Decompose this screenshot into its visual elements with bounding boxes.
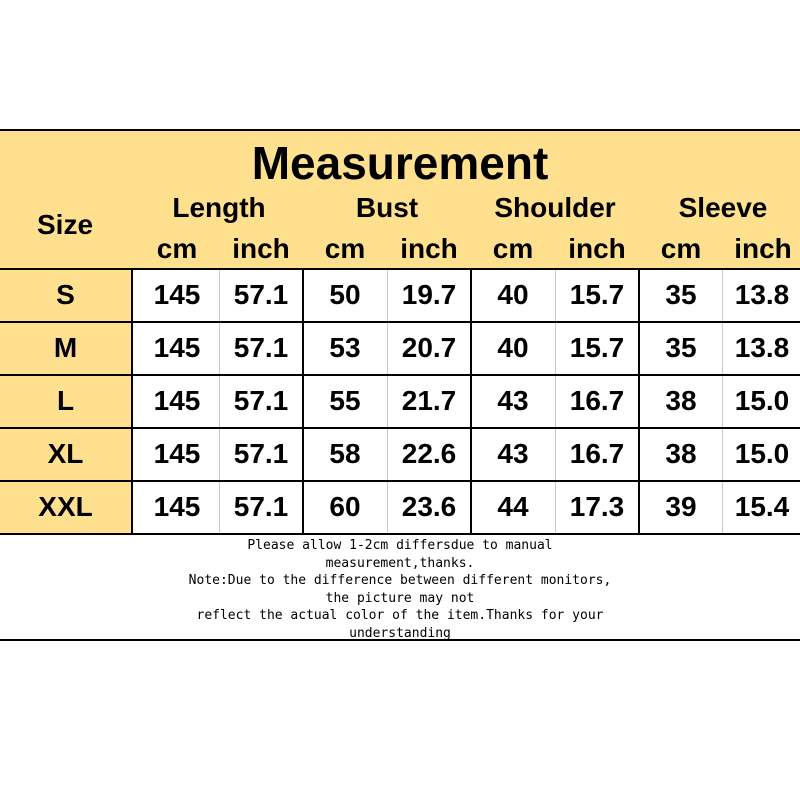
bust-inch-cell: 23.6 <box>401 491 457 522</box>
shoulder-cm-cell: 40 <box>497 279 529 310</box>
size-cell: XL <box>0 429 133 480</box>
shoulder-inch-cell: 15.7 <box>569 332 625 363</box>
length-cm-cell: 145 <box>153 332 201 363</box>
column-divider <box>555 482 556 533</box>
note-line: the picture may not <box>325 590 475 606</box>
table-row <box>0 480 800 535</box>
length-inch-cell: 57.1 <box>233 332 289 363</box>
shoulder-inch-cell: 16.7 <box>569 438 625 469</box>
bust-inch-unit: inch <box>400 233 458 264</box>
shoulder-cm-cell: 43 <box>497 385 529 416</box>
bust-inch-cell: 22.6 <box>401 438 457 469</box>
shoulder-cm-cell: 43 <box>497 438 529 469</box>
column-divider <box>387 323 388 374</box>
bust-cm-cell: 50 <box>329 279 361 310</box>
length-cm-cell: 145 <box>153 438 201 469</box>
column-divider <box>219 376 220 427</box>
bust-inch-cell: 19.7 <box>401 279 457 310</box>
sleeve-cm-cell: 35 <box>665 279 697 310</box>
disclaimer-note <box>130 537 670 643</box>
size-column-header: Size <box>36 209 94 240</box>
group-divider <box>638 270 640 321</box>
column-divider <box>722 270 723 321</box>
sleeve-inch-cell: 15.4 <box>734 491 790 522</box>
column-divider <box>555 323 556 374</box>
column-divider <box>219 323 220 374</box>
chart-header <box>0 131 800 268</box>
shoulder-cm-cell: 40 <box>497 332 529 363</box>
note-line: Note:Due to the difference between different monitors, <box>188 573 612 589</box>
length-cm-cell: 145 <box>153 491 201 522</box>
table-row <box>0 427 800 480</box>
group-divider <box>470 323 472 374</box>
group-divider <box>638 376 640 427</box>
sleeve-inch-cell: 13.8 <box>734 332 790 363</box>
size-cell: S <box>0 270 133 321</box>
column-divider <box>387 270 388 321</box>
shoulder-inch-cell: 15.7 <box>569 279 625 310</box>
sleeve-inch-cell: 13.8 <box>734 279 790 310</box>
size-cell: XXL <box>0 482 133 533</box>
column-divider <box>219 482 220 533</box>
sleeve-cm-cell: 38 <box>665 385 697 416</box>
note-line: measurement,thanks. <box>325 555 475 571</box>
column-divider <box>722 323 723 374</box>
column-divider <box>722 429 723 480</box>
length-cm-cell: 145 <box>153 385 201 416</box>
bust-cm-cell: 55 <box>329 385 361 416</box>
sleeve-inch-cell: 15.0 <box>734 438 790 469</box>
length-header: Length <box>172 192 266 223</box>
bust-cm-cell: 58 <box>329 438 361 469</box>
size-chart <box>0 129 800 641</box>
sleeve-cm-cell: 39 <box>665 491 697 522</box>
table-row <box>0 374 800 427</box>
size-table-body <box>0 268 800 534</box>
note-line: Please allow 1-2cm differsdue to manual <box>247 538 553 553</box>
size-cell: M <box>0 323 133 374</box>
shoulder-cm-unit: cm <box>492 233 534 264</box>
group-divider <box>302 429 304 480</box>
chart-title: Measurement <box>251 137 549 189</box>
length-inch-cell: 57.1 <box>233 438 289 469</box>
column-divider <box>387 482 388 533</box>
group-divider <box>638 482 640 533</box>
length-inch-cell: 57.1 <box>233 385 289 416</box>
group-divider <box>470 429 472 480</box>
column-divider <box>555 270 556 321</box>
shoulder-inch-cell: 16.7 <box>569 385 625 416</box>
column-divider <box>722 482 723 533</box>
column-divider <box>219 270 220 321</box>
group-divider <box>638 323 640 374</box>
length-cm-cell: 145 <box>153 279 201 310</box>
shoulder-cm-cell: 44 <box>497 491 529 522</box>
column-divider <box>219 429 220 480</box>
sleeve-inch-unit: inch <box>734 233 792 264</box>
length-cm-unit: cm <box>156 233 198 264</box>
group-divider <box>302 323 304 374</box>
length-inch-unit: inch <box>232 233 290 264</box>
sleeve-inch-cell: 15.0 <box>734 385 790 416</box>
bust-inch-cell: 20.7 <box>401 332 457 363</box>
column-divider <box>555 429 556 480</box>
size-cell: L <box>0 376 133 427</box>
shoulder-inch-unit: inch <box>568 233 626 264</box>
sleeve-cm-cell: 35 <box>665 332 697 363</box>
bust-header: Bust <box>355 192 419 223</box>
group-divider <box>302 376 304 427</box>
column-divider <box>555 376 556 427</box>
bust-cm-cell: 60 <box>329 491 361 522</box>
shoulder-header: Shoulder <box>494 192 616 223</box>
column-divider <box>722 376 723 427</box>
column-divider <box>387 429 388 480</box>
group-divider <box>302 482 304 533</box>
table-row <box>0 268 800 321</box>
length-inch-cell: 57.1 <box>233 279 289 310</box>
bust-cm-cell: 53 <box>329 332 361 363</box>
sleeve-header: Sleeve <box>678 192 768 223</box>
sleeve-cm-cell: 38 <box>665 438 697 469</box>
column-divider <box>387 376 388 427</box>
length-inch-cell: 57.1 <box>233 491 289 522</box>
group-divider <box>638 429 640 480</box>
group-divider <box>470 270 472 321</box>
note-line: reflect the actual color of the item.Thanks for your <box>196 608 604 624</box>
group-divider <box>302 270 304 321</box>
note-line: understanding <box>349 625 451 641</box>
group-divider <box>470 482 472 533</box>
group-divider <box>470 376 472 427</box>
sleeve-cm-unit: cm <box>660 233 702 264</box>
bust-cm-unit: cm <box>324 233 366 264</box>
shoulder-inch-cell: 17.3 <box>569 491 625 522</box>
bust-inch-cell: 21.7 <box>401 385 457 416</box>
table-row <box>0 321 800 374</box>
